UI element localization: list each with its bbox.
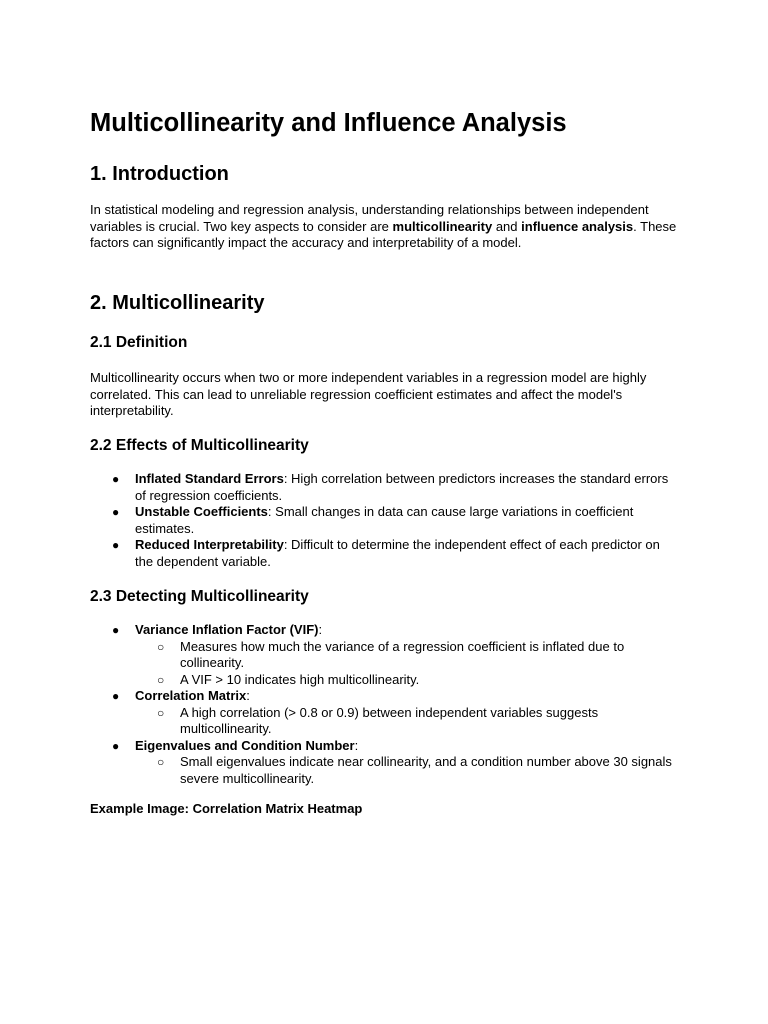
list-item	[90, 537, 680, 570]
list-item-term: Eigenvalues and Condition Number	[135, 737, 355, 753]
list-item-desc: :	[318, 622, 323, 637]
sub-list-item	[135, 705, 680, 738]
bullet-icon: ●	[112, 538, 120, 552]
subsection-heading-effects: 2.2 Effects of Multicollinearity	[90, 437, 309, 454]
sub-list	[135, 705, 680, 738]
introduction-paragraph	[90, 202, 680, 252]
definition-paragraph: Multicollinearity occurs when two or more independent variables in a regression model are highly correlated. This can lead to unreliable regression coefficient estimates and affect the model's interpretability.	[90, 370, 647, 418]
list-item-desc: : High correlation between predictors increases the standard errors of regression coefficients.	[135, 471, 669, 503]
effects-list	[90, 471, 680, 570]
intro-bold-multicollinearity: multicollinearity	[392, 218, 493, 234]
list-item	[90, 688, 680, 738]
list-item-term: Reduced Interpretability	[135, 537, 284, 552]
list-item	[90, 504, 680, 537]
intro-text-2: and	[492, 218, 522, 234]
intro-bold-influence-analysis: influence analysis	[521, 218, 634, 234]
list-item-desc: : Difficult to determine the independent effect of each predictor on the dependent variable.	[135, 537, 660, 569]
section-heading-introduction: 1. Introduction	[90, 163, 229, 185]
sub-list-item	[135, 639, 680, 672]
bullet-icon: ●	[112, 505, 120, 519]
circle-bullet-icon: ○	[157, 705, 165, 720]
section-heading-multicollinearity: 2. Multicollinearity	[90, 292, 265, 314]
sub-list	[135, 754, 680, 787]
document-title: Multicollinearity and Influence Analysis	[90, 109, 567, 137]
bullet-icon: ●	[112, 472, 120, 486]
list-item-desc: : Small changes in data can cause large variations in coefficient estimates.	[135, 504, 634, 536]
list-item-term: Correlation Matrix	[135, 688, 247, 703]
sub-list-item-text: A high correlation (> 0.8 or 0.9) between independent variables suggests multicollinearity.	[180, 704, 599, 736]
list-item	[90, 471, 680, 504]
intro-text-1: In statistical modeling and regression analysis, understanding relationships between independent variables is crucial. Two key aspects to consider are	[90, 202, 649, 234]
list-item-desc: :	[246, 688, 250, 703]
sub-list-item	[135, 754, 680, 787]
sub-list-item	[135, 672, 680, 689]
list-item	[90, 738, 680, 788]
list-item	[90, 622, 680, 688]
sub-list-item-text: Measures how much the variance of a regression coefficient is inflated due to collinearity.	[180, 638, 625, 670]
sub-list	[135, 639, 680, 689]
subsection-heading-definition: 2.1 Definition	[90, 334, 188, 351]
list-item-desc: :	[354, 737, 359, 753]
bullet-icon: ●	[112, 738, 120, 753]
example-image-caption: Example Image: Correlation Matrix Heatmap	[90, 801, 363, 816]
list-item-term: Inflated Standard Errors	[135, 471, 284, 486]
bullet-icon: ●	[112, 689, 120, 703]
intro-text-3: . These factors can significantly impact the accuracy and interpretability of a model.	[90, 218, 677, 250]
circle-bullet-icon: ○	[157, 755, 165, 769]
subsection-heading-detecting: 2.3 Detecting Multicollinearity	[90, 588, 309, 605]
list-item-term: Unstable Coefficients	[135, 504, 268, 519]
sub-list-item-text: Small eigenvalues indicate near collinearity, and a condition number above 30 signals severe multicollinearity.	[180, 754, 672, 786]
circle-bullet-icon: ○	[157, 639, 165, 654]
circle-bullet-icon: ○	[157, 672, 165, 687]
bullet-icon: ●	[112, 623, 120, 637]
sub-list-item-text: A VIF > 10 indicates high multicollinearity.	[180, 671, 420, 687]
detecting-list	[90, 622, 680, 787]
list-item-term: Variance Inflation Factor (VIF)	[135, 622, 319, 637]
